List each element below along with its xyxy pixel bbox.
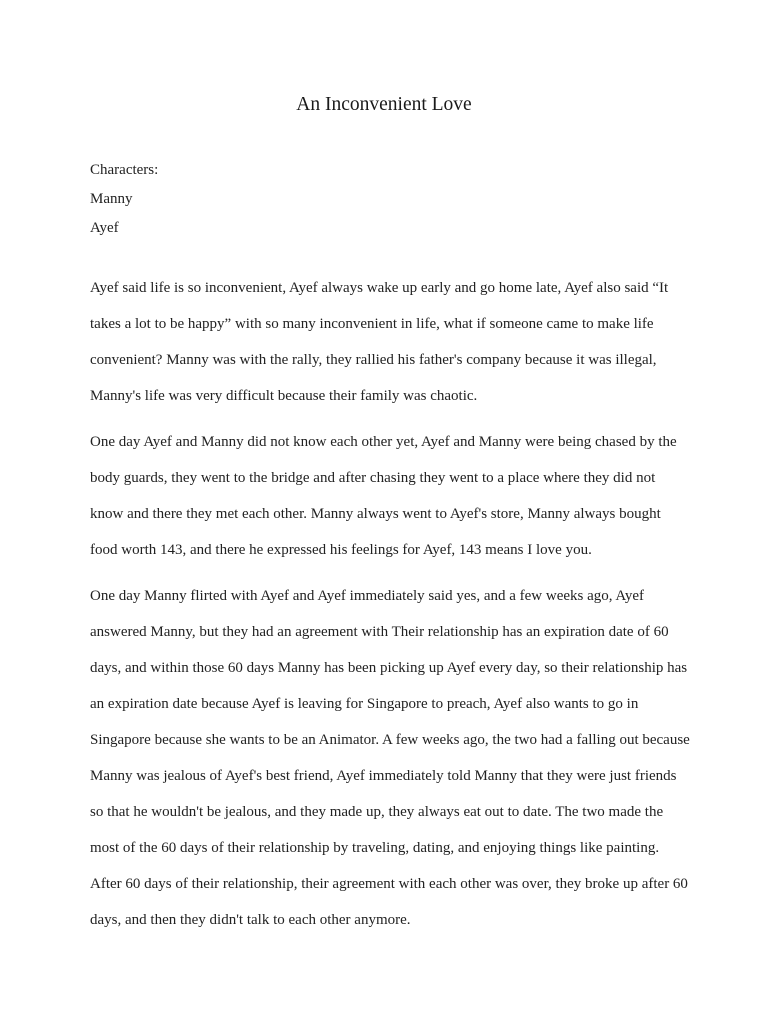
story-paragraph: Ayef said life is so inconvenient, Ayef always wake up early and go home late, Ayef also said “It takes a lot to be happy” with so many inconvenient in life, what if someone came to make life convenient? Manny was with the rally, they rallied his father's company because it was illegal, Manny's life was very difficult because their family was chaotic.: [90, 280, 669, 404]
document-title: An Inconvenient Love: [296, 94, 472, 115]
story-paragraph: One day Ayef and Manny did not know each other yet, Ayef and Manny were being chased by the body guards, they went to the bridge and after chasing they went to a place where they did not know and there they met each other. Manny always went to Ayef's store, Manny always bought food worth 143, and there he expressed his feelings for Ayef, 143 means I love you.: [90, 434, 677, 558]
character-name: Manny: [90, 191, 133, 207]
story-body: [90, 270, 690, 948]
character-name: Ayef: [90, 220, 119, 236]
document-page: [90, 0, 690, 1024]
characters-list: [90, 156, 158, 243]
story-paragraph: One day Manny flirted with Ayef and Ayef immediately said yes, and a few weeks ago, Ayef answered Manny, but they had an agreement with Their relationship has an expiration date of 60 days, and within those 60 days Manny has been picking up Ayef every day, so their relationship has an expiration date because Ayef is leaving for Singapore to preach, Ayef also wants to go in Singapore because she wants to be an Animator. A few weeks ago, the two had a falling out because Manny was jealous of Ayef's best friend, Ayef immediately told Manny that they were just friends so that he wouldn't be jealous, and they made up, they always eat out to date. The two made the most of the 60 days of their relationship by traveling, dating, and enjoying things like painting. After 60 days of their relationship, their agreement with each other was over, they broke up after 60 days, and then they didn't talk to each other anymore.: [90, 588, 690, 928]
characters-heading: Characters:: [90, 162, 159, 178]
